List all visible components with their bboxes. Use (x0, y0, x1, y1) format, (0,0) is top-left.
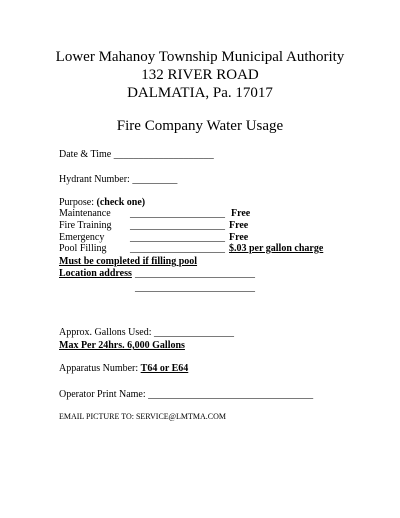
hydrant-number-field[interactable]: Hydrant Number: _________ (59, 174, 178, 185)
location-address-line-2[interactable]: ________________________ (135, 282, 255, 293)
max-gallons-note: Max Per 24hrs. 6,000 Gallons (59, 340, 185, 351)
purpose-emergency-line[interactable]: ___________________ (130, 232, 225, 243)
apparatus-number-label: Apparatus Number: (59, 363, 141, 374)
date-time-field[interactable]: Date & Time ____________________ (59, 149, 214, 160)
purpose-emergency-label: Emergency (59, 232, 105, 243)
authority-name: Lower Mahanoy Township Municipal Authority (55, 49, 345, 65)
authority-street: 132 RIVER ROAD (141, 67, 259, 83)
purpose-emergency-charge: Free (229, 232, 249, 243)
authority-city: DALMATIA, Pa. 17017 (127, 85, 273, 101)
apparatus-number-value: T64 or E64 (140, 363, 189, 374)
operator-name-field[interactable]: Operator Print Name: _________________________________ (59, 389, 314, 400)
purpose-pool-label: Pool Filling (59, 243, 107, 254)
gallons-used-field[interactable]: Approx. Gallons Used: ________________ (59, 327, 234, 338)
purpose-training-label: Fire Training (59, 220, 112, 231)
purpose-maintenance-line[interactable]: ___________________ (130, 208, 225, 219)
location-address-line-1[interactable]: ________________________ (135, 268, 255, 279)
purpose-training-charge: Free (229, 220, 249, 231)
purpose-maintenance-charge: Free (231, 208, 251, 219)
apparatus-number-row (59, 363, 188, 375)
form-title: Fire Company Water Usage (116, 118, 284, 134)
purpose-check-note: (check one) (96, 197, 146, 208)
purpose-label: Purpose: (59, 197, 97, 208)
email-instruction: EMAIL PICTURE TO: SERVICE@LMTMA.COM (59, 412, 227, 421)
pool-note: Must be completed if filling pool (59, 256, 198, 267)
purpose-pool-charge: $.03 per gallon charge (229, 243, 324, 254)
purpose-pool-line[interactable]: ___________________ (130, 243, 225, 254)
location-address-label: Location address (59, 268, 132, 279)
purpose-training-line[interactable]: ___________________ (130, 220, 225, 231)
purpose-maintenance-label: Maintenance (59, 208, 111, 219)
